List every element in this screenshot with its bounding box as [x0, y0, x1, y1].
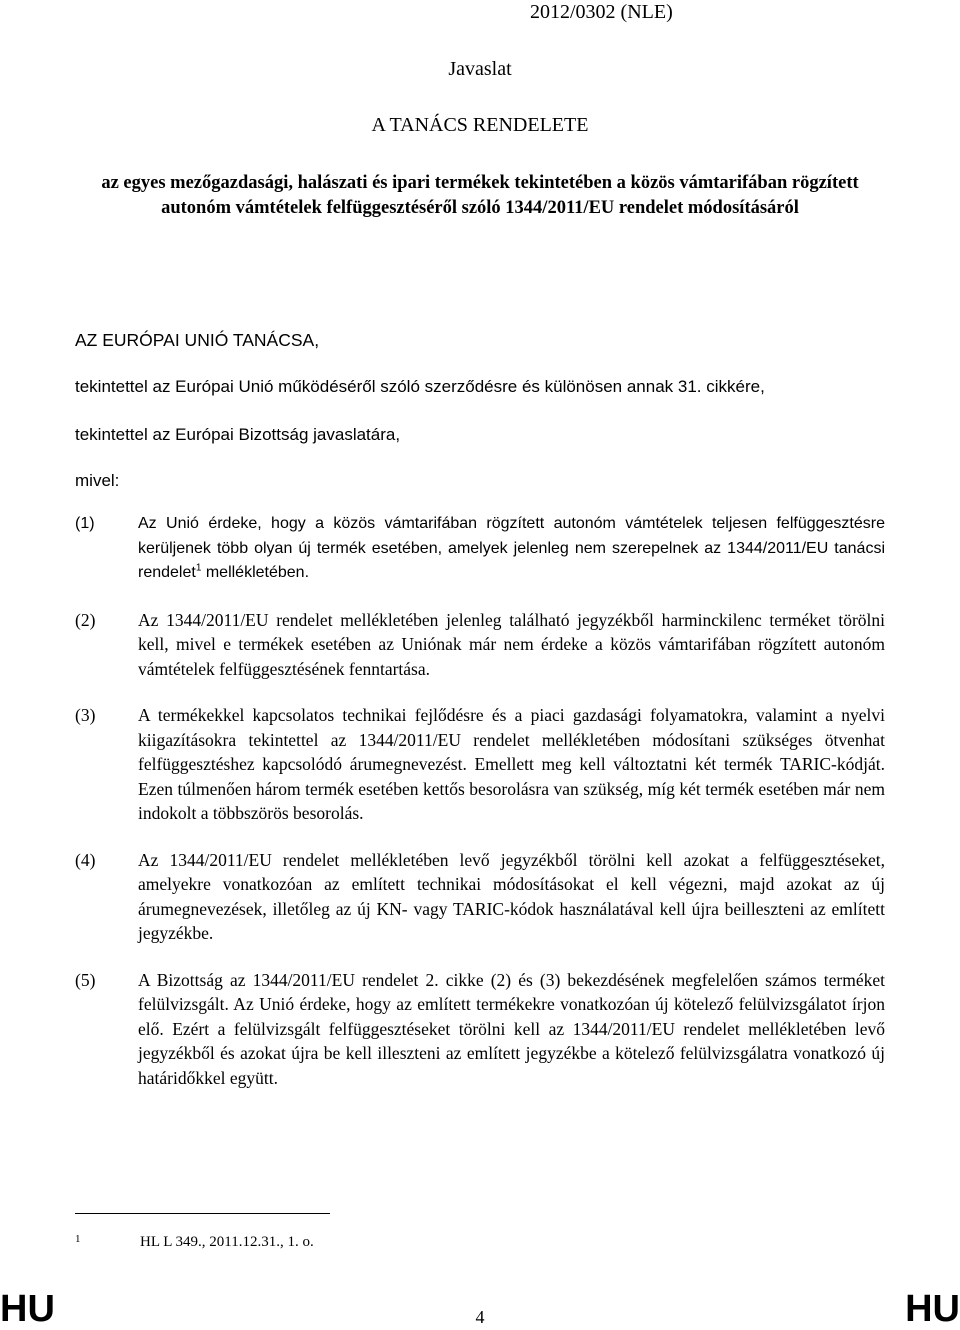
citation-treaty: tekintettel az Európai Unió működéséről szóló szerződésre és különösen annak 31. cikkére, — [75, 377, 765, 396]
recital-1 — [75, 512, 885, 586]
recital-text: Az 1344/2011/EU rendelet mellékletében levő jegyzékből törölni kell azokat a felfüggesztéseket, amelyekre vonatkozóan az említett technikai módosításokat el kell végezni, majd azokat az új árumegnevezések, illetőleg az új KN- vagy TARIC-kódok használatával kell újra beilleszteni az említett jegyzékbe. — [138, 849, 885, 943]
footnote-text: HL L 349., 2011.12.31., 1. o. — [140, 1234, 314, 1250]
act-subtitle: az egyes mezőgazdasági, halászati és ipari termékek tekintetében a közös vámtarifában rögzített autonóm vámtételek felfüggesztéséről szóló 1344/2011/EU rendelet módosításáról — [101, 173, 859, 218]
page-number: 4 — [475, 1307, 485, 1327]
recital-5 — [75, 968, 885, 1091]
footnote — [75, 1232, 675, 1252]
whereas-label: mivel: — [75, 471, 120, 490]
recital-3 — [75, 703, 885, 826]
procedure-reference: 2012/0302 (NLE) — [530, 1, 673, 23]
proposal-label: Javaslat — [448, 58, 512, 80]
language-code-right: HU — [905, 1288, 960, 1330]
recital-text-part: Az Unió érdeke, hogy a közös vámtarifában rögzített autonóm vámtételek teljesen felfüggesztésre kerüljenek több olyan új termék esetében, amelyek jelenleg nem szerepelnek az 1344/2011/EU tanácsi rendelet — [138, 515, 885, 581]
recital-text: A Bizottság az 1344/2011/EU rendelet 2. cikke (2) és (3) bekezdésének megfelelően számos terméket felülvizsgált. Az Unió érdeke, hogy az említett termékekre vonatkozóan új kötelező felülvizsgálatot írjon elő. Ezért a felülvizsgált felfüggesztéseket törölni kell az 1344/2011/EU rendelet mellékletében levő jegyzékből és azokat újra be kell illeszteni az említett jegyzékbe a kötelező felülvizsgálatra vonatkozó új határidőkkel együtt. — [138, 969, 885, 1088]
footnote-reference[interactable]: 1 — [195, 562, 202, 574]
recital-text: A termékekkel kapcsolatos technikai fejlődésre és a piaci gazdasági folyamatokra, valamint a nyelvi kiigazításokra tekintettel az 1344/2011/EU rendelet mellékletében módosítani szükséges ötvenhat felfüggesztéshez kapcsolódó árumegnevezést. Emellett meg kell változtatni két termék TARIC-kódját. Ezen túlmenően három termék esetében kettős besorolásra van szükség, míg két termék esetében már nem indokolt a többszörös besorolás. — [138, 705, 885, 823]
recital-number: (5) — [75, 969, 96, 990]
recital-text-part: mellékletében. — [201, 564, 310, 581]
institution-heading: AZ EURÓPAI UNIÓ TANÁCSA, — [75, 330, 320, 350]
act-title: A TANÁCS RENDELETE — [371, 114, 589, 136]
recital-number: (4) — [75, 849, 96, 870]
recital-number: (1) — [75, 515, 95, 532]
recital-text — [138, 512, 885, 586]
recital-number: (2) — [75, 609, 96, 630]
footnote-number: 1 — [75, 1233, 81, 1245]
citation-proposal: tekintettel az Európai Bizottság javaslatára, — [75, 425, 401, 444]
recital-4 — [75, 848, 885, 946]
language-code-left: HU — [0, 1288, 55, 1330]
recital-number: (3) — [75, 705, 96, 725]
recitals-list — [75, 512, 885, 1112]
footnote-separator — [75, 1213, 330, 1214]
recital-2 — [75, 608, 885, 682]
recital-text: Az 1344/2011/EU rendelet mellékletében jelenleg található jegyzékből harminckilenc terméket törölni kell, mivel e termékek esetében az Uniónak már nem érdeke a közös vámtarifában rögzített autonóm vámtételek felfüggesztésének fenntartása. — [138, 609, 885, 679]
